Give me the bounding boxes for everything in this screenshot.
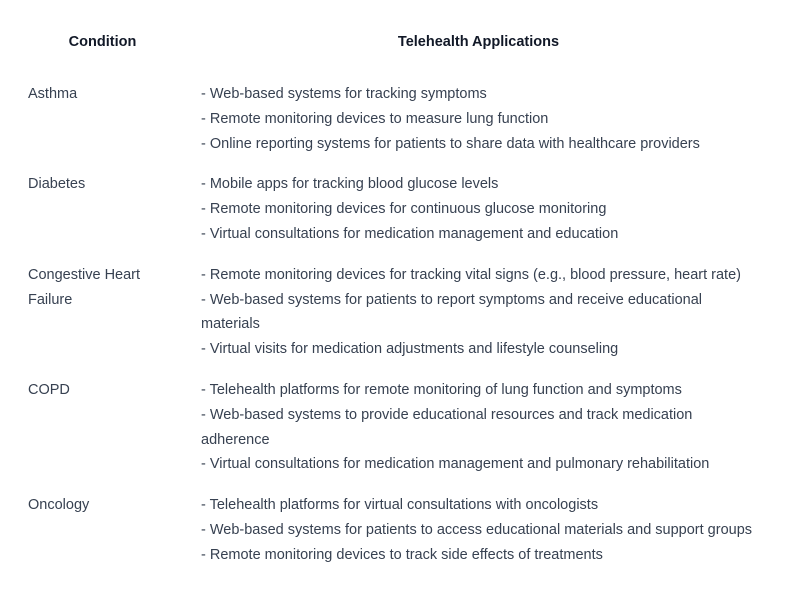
application-item: - Web-based systems for patients to report symptoms and receive educational materials	[201, 291, 703, 333]
condition-cell: Oncology	[28, 497, 90, 514]
condition-cell: Asthma	[28, 86, 78, 102]
condition-cell: Diabetes	[28, 176, 86, 193]
application-item: - Web-based systems for tracking symptoms	[201, 86, 487, 102]
application-item: - Telehealth platforms for remote monitoring of lung function and symptoms	[201, 381, 682, 398]
applications-cell	[189, 369, 768, 484]
application-item: - Mobile apps for tracking blood glucose levels	[201, 176, 499, 193]
header-row	[16, 23, 768, 73]
table-row	[16, 369, 768, 484]
application-item: - Telehealth platforms for virtual consultations with oncologists	[201, 497, 599, 514]
condition-header: Condition	[68, 34, 137, 50]
application-item: - Remote monitoring devices to measure lung function	[201, 110, 549, 127]
application-item: - Web-based systems to provide educational resources and track medication adherence	[201, 406, 693, 448]
application-item: - Online reporting systems for patients to share data with healthcare providers	[201, 135, 700, 152]
condition-cell: Congestive Heart Failure	[28, 266, 141, 308]
table-row	[16, 73, 768, 163]
applications-cell	[189, 73, 768, 163]
applications-header: Telehealth Applications	[397, 34, 560, 50]
table-row	[16, 163, 768, 253]
telehealth-table	[16, 23, 768, 575]
application-item: - Remote monitoring devices to track side effects of treatments	[201, 546, 603, 563]
condition-cell: COPD	[28, 381, 70, 398]
table-row	[16, 254, 768, 369]
applications-cell	[189, 484, 768, 574]
application-item: - Virtual consultations for medication management and pulmonary rehabilitation	[201, 456, 710, 473]
applications-cell	[189, 163, 768, 253]
table-row	[16, 484, 768, 574]
application-item: - Remote monitoring devices for continuous glucose monitoring	[201, 201, 607, 218]
application-item: - Virtual visits for medication adjustments and lifestyle counseling	[201, 341, 619, 358]
application-item: - Web-based systems for patients to access educational materials and support groups	[201, 521, 753, 538]
application-item: - Virtual consultations for medication management and education	[201, 225, 619, 242]
application-item: - Remote monitoring devices for tracking vital signs (e.g., blood pressure, heart rate)	[201, 266, 741, 283]
applications-cell	[189, 254, 768, 369]
